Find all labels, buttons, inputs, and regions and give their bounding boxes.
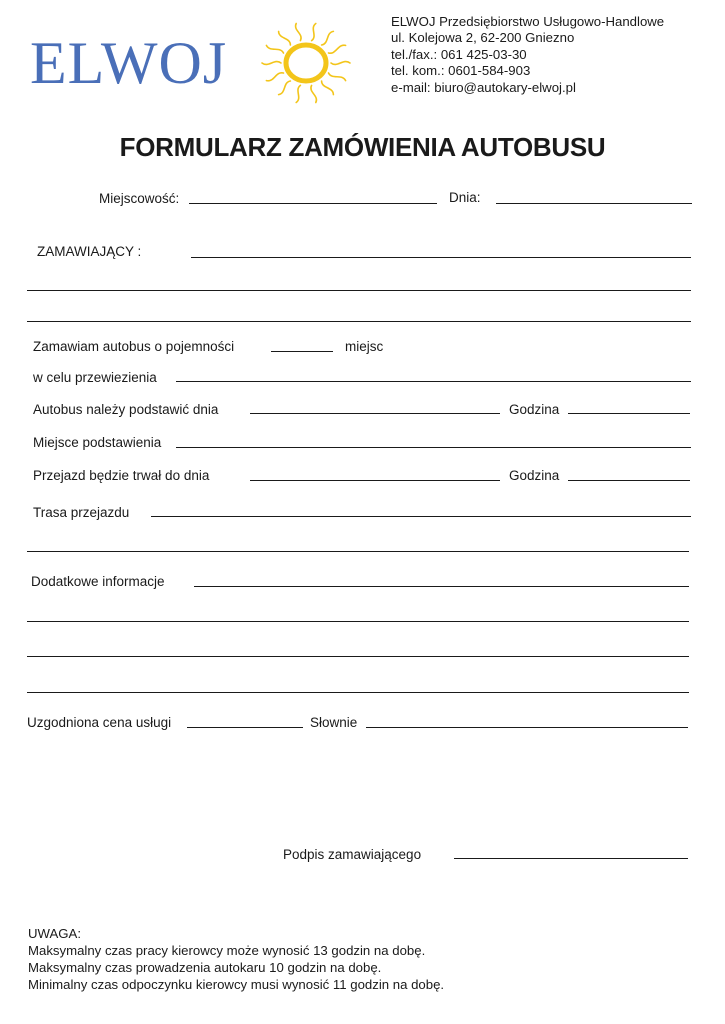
orderer-label: ZAMAWIAJĄCY : — [37, 244, 142, 259]
pickup-place-field[interactable] — [176, 447, 691, 448]
sun-ray — [296, 85, 300, 102]
company-mobile: tel. kom.: 0601-584-903 — [391, 63, 531, 79]
sun-ray — [312, 24, 316, 41]
sun-ray — [322, 31, 334, 45]
sun-ray — [279, 81, 291, 95]
sun-ray — [322, 81, 334, 95]
sun-logo-icon — [258, 18, 358, 108]
sun-ray — [329, 45, 346, 53]
city-field[interactable] — [189, 203, 437, 204]
company-name: ELWOJ Przedsiębiorstwo Usługowo-Handlowe — [391, 14, 665, 29]
pickup-place-label: Miejsce podstawienia — [33, 435, 162, 450]
pickup-time-label: Godzina — [509, 402, 560, 417]
additional-info-line-2[interactable] — [27, 621, 689, 622]
sun-ray — [296, 24, 302, 41]
company-phone-fax: tel./fax.: 061 425-03-30 — [391, 46, 527, 62]
date-label: Dnia: — [449, 190, 481, 205]
form-title: FORMULARZ ZAMÓWIENIA AUTOBUSU — [119, 132, 606, 162]
additional-info-line-3[interactable] — [27, 656, 689, 657]
seats-suffix: miejsc — [345, 339, 384, 354]
additional-info-label: Dodatkowe informacje — [31, 574, 165, 589]
sun-ray — [262, 62, 281, 65]
sun-ray — [329, 73, 346, 81]
note-line-2: Maksymalny czas prowadzenia autokaru 10 godzin na dobę. — [28, 960, 382, 975]
pickup-date-field[interactable] — [250, 413, 500, 414]
pickup-date-label: Autobus należy podstawić dnia — [33, 402, 219, 417]
company-info — [391, 14, 664, 96]
route-field-line-2[interactable] — [27, 551, 689, 552]
additional-info-line-1[interactable] — [194, 586, 689, 587]
additional-info-line-4[interactable] — [27, 692, 689, 693]
sun-ray — [266, 45, 283, 53]
end-date-label: Przejazd będzie trwał do dnia — [33, 468, 210, 483]
note-line-1: Maksymalny czas pracy kierowcy może wynosić 13 godzin na dobę. — [28, 943, 426, 958]
route-label: Trasa przejazdu — [33, 505, 130, 520]
signature-label: Podpis zamawiającego — [283, 847, 422, 862]
company-address: ul. Kolejowa 2, 62-200 Gniezno — [391, 30, 575, 46]
sun-ray — [311, 85, 317, 102]
end-date-field[interactable] — [250, 480, 500, 481]
orderer-field-line-1[interactable] — [191, 257, 691, 258]
price-in-words-field[interactable] — [366, 727, 688, 728]
company-email: e-mail: biuro@autokary-elwoj.pl — [391, 79, 576, 95]
orderer-field-line-2[interactable] — [27, 290, 691, 291]
city-label: Miejscowość: — [99, 191, 180, 206]
capacity-label: Zamawiam autobus o pojemności — [33, 339, 235, 354]
end-time-field[interactable] — [568, 480, 690, 481]
note-line-3: Minimalny czas odpoczynku kierowcy musi wynosić 11 godzin na dobę. — [28, 977, 445, 992]
price-in-words-label: Słownie — [310, 715, 358, 730]
sun-ray — [279, 31, 291, 45]
company-logo-text: ELWOJ — [30, 30, 228, 96]
pickup-time-field[interactable] — [568, 413, 690, 414]
orderer-field-line-3[interactable] — [27, 321, 691, 322]
purpose-label: w celu przewiezienia — [33, 370, 157, 385]
route-field-line-1[interactable] — [151, 516, 691, 517]
sun-ray — [266, 73, 283, 81]
purpose-field[interactable] — [176, 381, 691, 382]
notes-heading: UWAGA: — [28, 926, 81, 941]
price-field[interactable] — [187, 727, 303, 728]
price-label: Uzgodniona cena usługi — [27, 715, 172, 730]
notes-section — [28, 925, 444, 993]
end-time-label: Godzina — [509, 468, 560, 483]
capacity-field[interactable] — [271, 351, 333, 352]
signature-field[interactable] — [454, 858, 688, 859]
date-field[interactable] — [496, 203, 692, 204]
sun-ray — [331, 62, 350, 65]
